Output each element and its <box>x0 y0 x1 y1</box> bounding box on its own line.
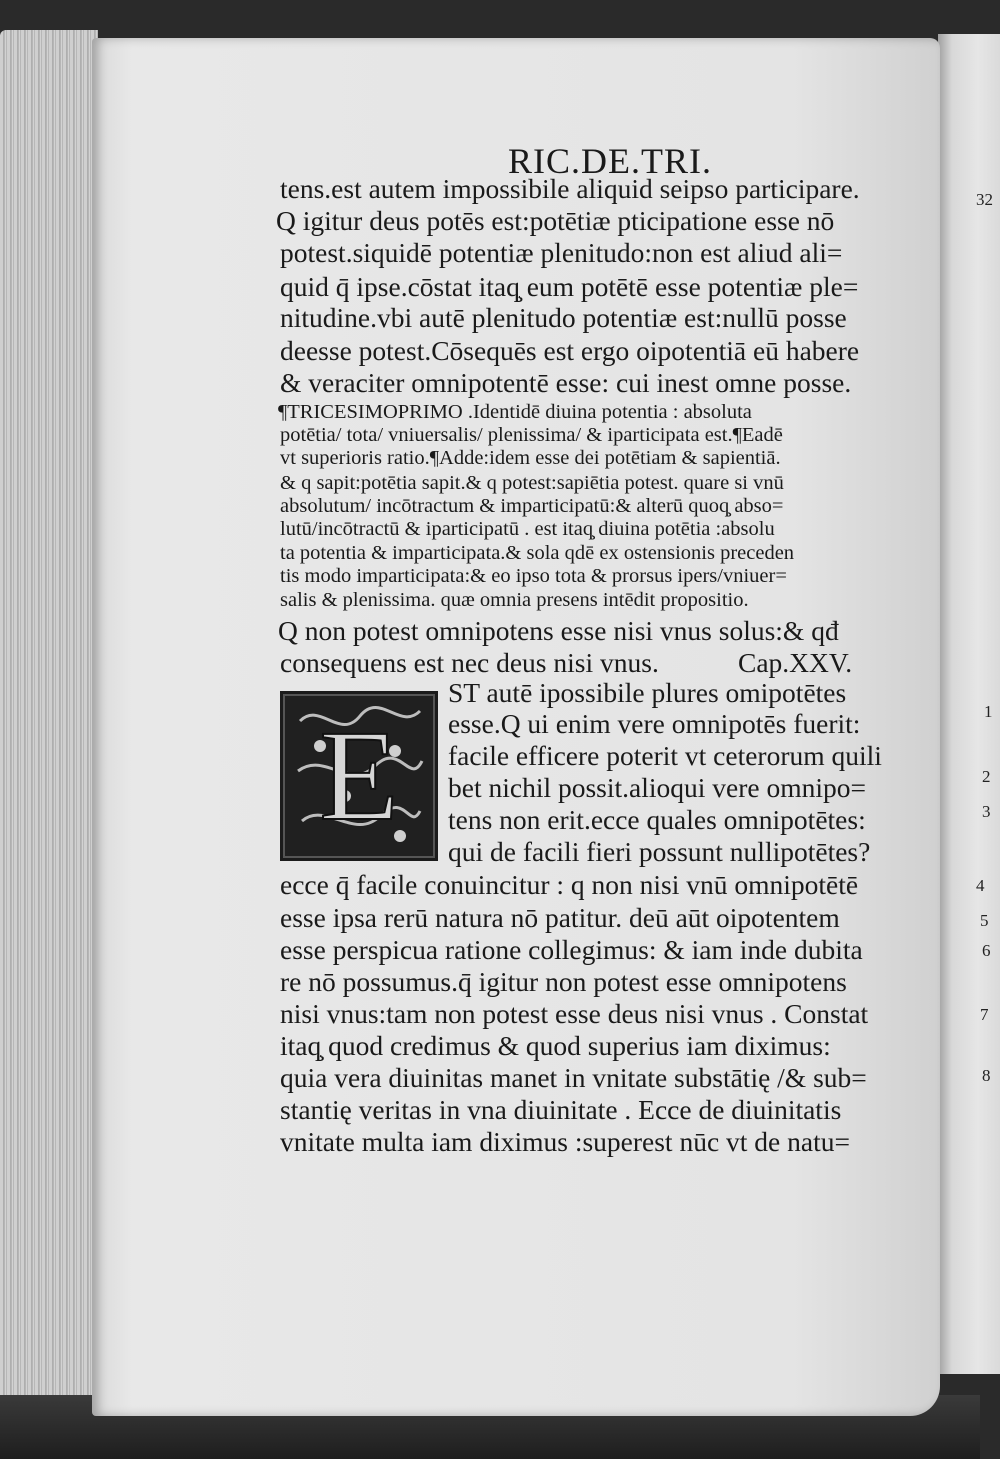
running-head: RIC.DE.TRI. <box>508 141 712 181</box>
text-line: ecce q̄ facile conuincitur : q non nisi vnū omnipotētē <box>280 869 859 900</box>
text-line: tens non erit.ecce quales omnipotētes: <box>448 804 866 835</box>
commentary-line: ¶TRICESIMOPRIMO .Identidē diuina potentia : absoluta <box>278 401 752 423</box>
commentary-line: absolutum/ incōtractum & imparticipatū:& alterū quoq̧ abso= <box>280 495 784 517</box>
commentary-line: vt superioris ratio.¶Adde:idem esse dei potētiam & sapientiā. <box>280 447 781 469</box>
text-line: & veraciter omnipotentē esse: cui inest omne posse. <box>280 367 852 398</box>
margin-number: 3 <box>982 802 991 821</box>
text-line: esse ipsa rerū natura nō patitur. deū aūt oipotentem <box>280 902 840 933</box>
text-line: re nō possumus.q̄ igitur non potest esse omnipotens <box>280 966 847 997</box>
margin-number: 6 <box>982 941 991 960</box>
text-line: nisi vnus:tam non potest esse deus nisi vnus . Constat <box>280 998 869 1029</box>
commentary-line: lutū/incōtractū & iparticipatū . est itaq̧ diuina potētia :absolu <box>280 518 775 540</box>
text-line: vnitate multa iam diximus :superest nūc vt de natu= <box>280 1126 850 1157</box>
text-line: itaq̧ quod credimus & quod superius iam diximus: <box>280 1030 831 1061</box>
chapter-heading-line: consequens est nec deus nisi vnus. <box>280 647 659 678</box>
text-line: bet nichil possit.alioqui vere omnipo= <box>448 772 867 803</box>
chapter-heading-line: Q non potest omnipotens esse nisi vnus solus:& qđ <box>278 615 839 646</box>
margin-number: 1 <box>984 702 993 721</box>
text-line: esse perspicua ratione collegimus: & iam inde dubita <box>280 934 863 965</box>
margin-number: 5 <box>980 911 989 930</box>
text-line: quid q̄ ipse.cōstat itaq̧ eum potētē esse potentiæ ple= <box>280 271 859 302</box>
margin-number: 2 <box>982 767 991 786</box>
text-line: ST autē ipossibile plures omipotētes <box>448 677 847 708</box>
margin-number: 7 <box>980 1005 989 1024</box>
commentary-line: ta potentia & imparticipata.& sola qdē ex ostensionis preceden <box>280 542 795 564</box>
text-line: qui de facili fieri possunt nullipotētes? <box>448 836 871 867</box>
decorated-initial <box>280 691 438 861</box>
margin-number: 4 <box>976 876 985 895</box>
initial-letter: E <box>319 704 399 848</box>
text-line: facile efficere poterit vt ceterorum quili <box>448 740 882 771</box>
text-line: quia vera diuinitas manet in vnitate substātię /& sub= <box>280 1062 867 1093</box>
commentary-line: salis & plenissima. quæ omnia presens intēdit propositio. <box>280 589 749 611</box>
margin-number: 8 <box>982 1066 991 1085</box>
commentary-line: tis modo imparticipata:& eo ipso tota & prorsus ipers/vniuer= <box>280 565 787 587</box>
text-line: potest.siquidē potentiæ plenitudo:non est aliud ali= <box>280 237 843 268</box>
text-line: Q igitur deus potēs est:potētiæ pticipatione esse nō <box>276 205 835 236</box>
commentary-line: potētia/ tota/ vniuersalis/ plenissima/ & iparticipata est.¶Eadē <box>280 424 783 446</box>
text-line: deesse potest.Cōsequēs est ergo oipotentiā eū habere <box>280 335 860 366</box>
commentary-line: & q sapit:potētia sapit.& q potest:sapiētia potest. quare si vnū <box>280 472 784 494</box>
chapter-label: Cap.XXV. <box>738 647 853 678</box>
text-line: nitudine.vbi autē plenitudo potentiæ est:nullū posse <box>280 302 847 333</box>
text-line: stantię veritas in vna diuinitate . Ecce de diuinitatis <box>280 1094 842 1125</box>
text-line: tens.est autem impossibile aliquid seipso participare. <box>280 173 860 204</box>
margin-number: 32 <box>976 190 993 209</box>
text-line: esse.Q ui enim vere omnipotēs fuerit: <box>448 708 861 739</box>
book-page-edges <box>0 30 98 1425</box>
